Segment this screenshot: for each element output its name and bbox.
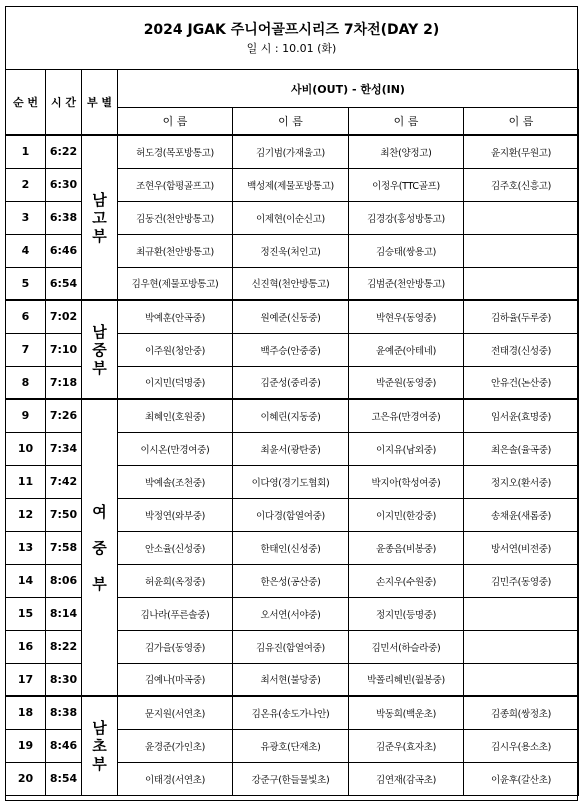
tee-time-table [5, 69, 579, 796]
player-name-cell: 이지유(남외중) [349, 432, 464, 465]
player-name-cell: 박현우(동영중) [349, 300, 464, 333]
player-name-cell: 박준원(동영중) [349, 366, 464, 399]
player-name-cell: 박지아(학성여중) [349, 465, 464, 498]
time-cell: 7:50 [46, 498, 82, 531]
order-cell: 3 [6, 201, 46, 234]
time-cell: 8:06 [46, 564, 82, 597]
order-cell: 6 [6, 300, 46, 333]
player-name-cell: 김준성(중리중) [233, 366, 349, 399]
player-name-cell: 김준우(효자초) [349, 729, 464, 762]
player-name-cell: 김예나(마곡중) [118, 663, 233, 696]
player-name-cell: 윤예준(아테네) [349, 333, 464, 366]
player-name-cell: 윤지환(무원고) [464, 135, 579, 168]
name-header-4: 이 름 [464, 108, 579, 136]
time-cell: 7:26 [46, 399, 82, 432]
sheet-title: 2024 JGAK 주니어골프시리즈 7차전(DAY 2) [143, 22, 440, 38]
player-name-cell: 박예훈(안곡중) [118, 300, 233, 333]
player-name-cell: 김가을(동영중) [118, 630, 233, 663]
name-header-1: 이 름 [118, 108, 233, 136]
player-name-cell: 이시온(만경여중) [118, 432, 233, 465]
player-name-cell: 이주원(청안중) [118, 333, 233, 366]
player-name-cell: 김우현(제물포방통고) [118, 267, 233, 300]
time-cell: 8:22 [46, 630, 82, 663]
division-cell: 남 초 부 [82, 696, 118, 795]
time-cell: 6:54 [46, 267, 82, 300]
player-name-cell: 김승태(쌍용고) [349, 234, 464, 267]
order-cell: 7 [6, 333, 46, 366]
player-name-cell: 오서연(서야중) [233, 597, 349, 630]
time-cell: 8:54 [46, 762, 82, 795]
time-cell: 7:42 [46, 465, 82, 498]
player-name-cell: 이지민(덕명중) [118, 366, 233, 399]
time-cell: 7:10 [46, 333, 82, 366]
player-name-cell: 임서윤(효명중) [464, 399, 579, 432]
time-cell: 6:30 [46, 168, 82, 201]
order-cell: 10 [6, 432, 46, 465]
player-name-cell: 이혜린(지동중) [233, 399, 349, 432]
order-cell: 4 [6, 234, 46, 267]
player-name-cell: 전태경(신성중) [464, 333, 579, 366]
player-name-cell: 박동희(백운초) [349, 696, 464, 729]
order-cell: 16 [6, 630, 46, 663]
player-name-cell: 원예준(신동중) [233, 300, 349, 333]
player-name-cell: 허윤희(옥정중) [118, 564, 233, 597]
player-name-cell: 강준구(한들물빛초) [233, 762, 349, 795]
tee-time-sheet [5, 6, 578, 801]
player-name-cell: 최윤서(광탄중) [233, 432, 349, 465]
division-cell: 여 중 부 [82, 399, 118, 696]
table-row [6, 399, 579, 432]
order-cell: 14 [6, 564, 46, 597]
player-name-cell: 최서현(불당중) [233, 663, 349, 696]
player-name-cell: 김범준(천안방통고) [349, 267, 464, 300]
player-name-cell: 송채윤(새롬중) [464, 498, 579, 531]
player-name-cell: 김주호(신흥고) [464, 168, 579, 201]
table-body [6, 135, 579, 795]
player-name-cell: 신진혁(천안방통고) [233, 267, 349, 300]
order-header: 순 번 [6, 70, 46, 136]
player-name-cell: 손지우(수원중) [349, 564, 464, 597]
table-row [6, 300, 579, 333]
player-name-cell: 정진욱(처인고) [233, 234, 349, 267]
time-cell: 6:46 [46, 234, 82, 267]
player-name-cell: 이다영(경기도협회) [233, 465, 349, 498]
player-name-cell: 이제현(이순신고) [233, 201, 349, 234]
player-name-cell: 이다경(함열여중) [233, 498, 349, 531]
table-row [6, 135, 579, 168]
time-cell: 7:34 [46, 432, 82, 465]
player-name-cell: 김민주(동영중) [464, 564, 579, 597]
player-name-cell: 안유건(논산중) [464, 366, 579, 399]
player-name-cell: 최혜인(호원중) [118, 399, 233, 432]
player-name-cell: 김민서(하슬라중) [349, 630, 464, 663]
name-header-3: 이 름 [349, 108, 464, 136]
player-name-cell: 최규환(천안방통고) [118, 234, 233, 267]
player-name-cell [464, 630, 579, 663]
player-name-cell: 고은유(만경여중) [349, 399, 464, 432]
player-name-cell: 김온유(송도가나안) [233, 696, 349, 729]
player-name-cell [464, 663, 579, 696]
order-cell: 18 [6, 696, 46, 729]
player-name-cell: 김나라(푸른솔중) [118, 597, 233, 630]
course-header: 사비(OUT) - 한성(IN) [118, 70, 579, 108]
player-name-cell: 김유진(함열여중) [233, 630, 349, 663]
player-name-cell: 김기범(가재울고) [233, 135, 349, 168]
player-name-cell [464, 201, 579, 234]
player-name-cell: 백성제(제물포방통고) [233, 168, 349, 201]
time-cell: 7:18 [46, 366, 82, 399]
player-name-cell: 조현우(함평골프고) [118, 168, 233, 201]
order-cell: 17 [6, 663, 46, 696]
division-cell: 남 고 부 [82, 135, 118, 300]
time-cell: 8:46 [46, 729, 82, 762]
date-line: 일 시 : 10.01 (화) [246, 42, 337, 55]
player-name-cell [464, 597, 579, 630]
player-name-cell: 윤종음(비봉중) [349, 531, 464, 564]
player-name-cell: 허도경(목포방통고) [118, 135, 233, 168]
player-name-cell: 이윤후(갈산초) [464, 762, 579, 795]
time-cell: 7:58 [46, 531, 82, 564]
player-name-cell: 이태경(서연초) [118, 762, 233, 795]
player-name-cell: 한은성(공산중) [233, 564, 349, 597]
player-name-cell: 김동건(천안방통고) [118, 201, 233, 234]
order-cell: 13 [6, 531, 46, 564]
player-name-cell: 김연재(감곡초) [349, 762, 464, 795]
time-header: 시 간 [46, 70, 82, 136]
order-cell: 9 [6, 399, 46, 432]
time-cell: 8:38 [46, 696, 82, 729]
player-name-cell: 문지원(서연초) [118, 696, 233, 729]
order-cell: 1 [6, 135, 46, 168]
player-name-cell: 이지민(한강중) [349, 498, 464, 531]
player-name-cell [464, 267, 579, 300]
order-cell: 15 [6, 597, 46, 630]
player-name-cell: 박정연(와부중) [118, 498, 233, 531]
time-cell: 6:38 [46, 201, 82, 234]
player-name-cell: 박폴리혜빈(월봉중) [349, 663, 464, 696]
player-name-cell: 최은솔(율곡중) [464, 432, 579, 465]
order-cell: 20 [6, 762, 46, 795]
division-header: 부 별 [82, 70, 118, 136]
player-name-cell: 최찬(양정고) [349, 135, 464, 168]
name-header-2: 이 름 [233, 108, 349, 136]
division-cell: 남 중 부 [82, 300, 118, 399]
player-name-cell: 김종희(쌍정초) [464, 696, 579, 729]
order-cell: 8 [6, 366, 46, 399]
player-name-cell: 정지오(환서중) [464, 465, 579, 498]
player-name-cell: 김시우(용소초) [464, 729, 579, 762]
player-name-cell: 유광호(단재초) [233, 729, 349, 762]
player-name-cell [464, 234, 579, 267]
order-cell: 2 [6, 168, 46, 201]
player-name-cell: 백주승(안중중) [233, 333, 349, 366]
player-name-cell: 정지민(등명중) [349, 597, 464, 630]
player-name-cell: 한태인(신성중) [233, 531, 349, 564]
player-name-cell: 안소율(신성중) [118, 531, 233, 564]
order-cell: 12 [6, 498, 46, 531]
order-cell: 19 [6, 729, 46, 762]
table-row [6, 696, 579, 729]
player-name-cell: 방서연(비전중) [464, 531, 579, 564]
player-name-cell: 박예솔(조천중) [118, 465, 233, 498]
player-name-cell: 김하율(두루중) [464, 300, 579, 333]
player-name-cell: 김경강(홍성방통고) [349, 201, 464, 234]
player-name-cell: 윤경준(가인초) [118, 729, 233, 762]
time-cell: 8:14 [46, 597, 82, 630]
time-cell: 8:30 [46, 663, 82, 696]
time-cell: 7:02 [46, 300, 82, 333]
time-cell: 6:22 [46, 135, 82, 168]
player-name-cell: 이정우(TTC골프) [349, 168, 464, 201]
order-cell: 11 [6, 465, 46, 498]
order-cell: 5 [6, 267, 46, 300]
